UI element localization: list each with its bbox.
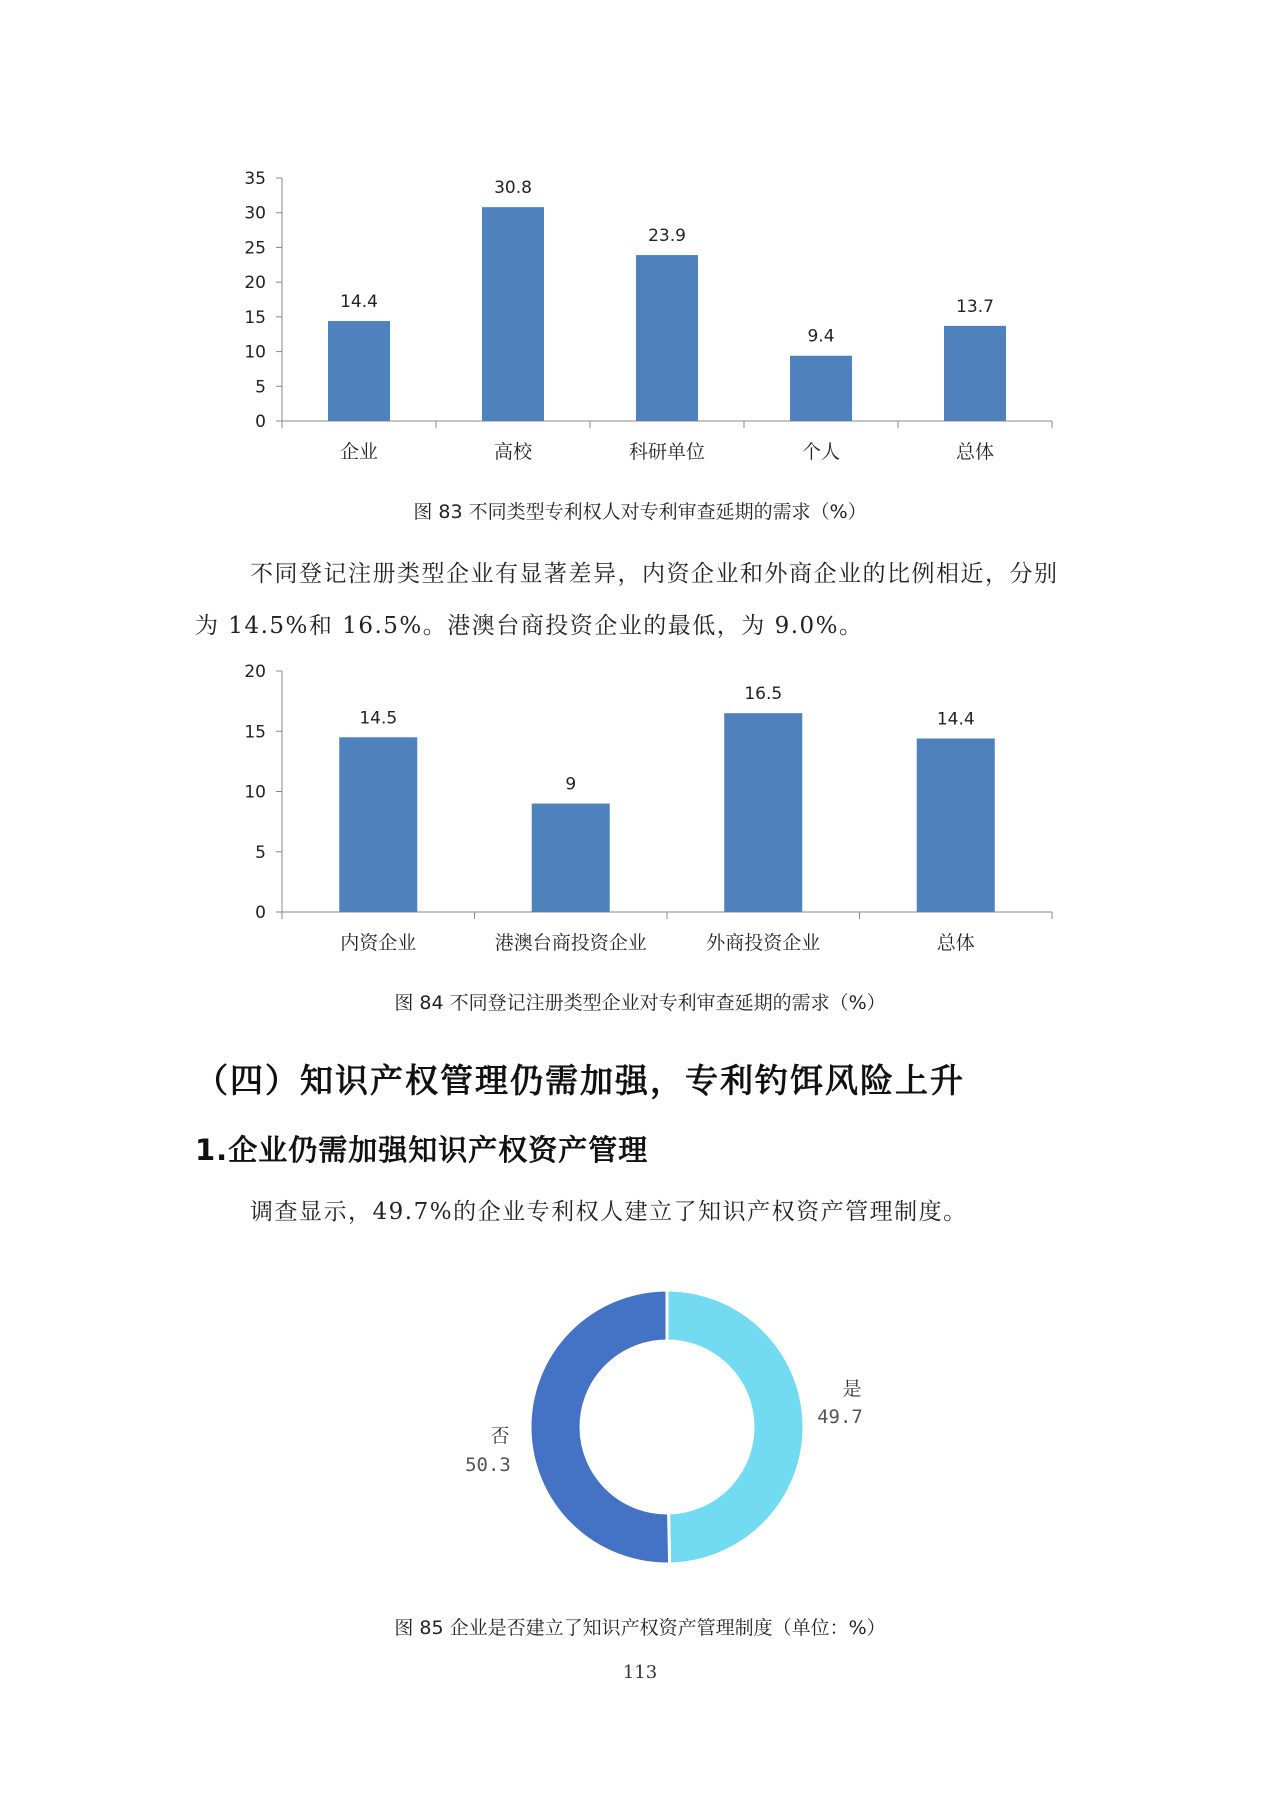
x-category-label: 企业 [339, 441, 379, 463]
bar-value-label: 9.4 [807, 326, 835, 347]
x-category-label: 个人 [801, 441, 841, 463]
bar-value-label: 14.5 [359, 708, 398, 729]
x-category-label: 外商投资企业 [706, 932, 821, 954]
slice-name-label: 是 [842, 1378, 862, 1400]
figure-84-caption: 图 84 不同登记注册类型企业对专利审查延期的需求（%） [394, 992, 886, 1014]
bar [724, 713, 802, 912]
figure-85-caption: 图 85 企业是否建立了知识产权资产管理制度（单位：%） [394, 1617, 886, 1639]
bar [790, 356, 852, 421]
chart-83 [0, 160, 1280, 480]
bar-value-label: 16.5 [744, 684, 783, 705]
bar-value-label: 14.4 [936, 709, 975, 730]
y-tick-label: 10 [244, 342, 266, 363]
y-tick-label: 0 [255, 903, 266, 923]
y-tick-label: 15 [244, 307, 266, 328]
y-tick-label: 20 [244, 662, 266, 682]
slice-value-label: 49.7 [817, 1406, 863, 1428]
chart-84 [0, 655, 1280, 965]
bar [944, 326, 1006, 421]
bar [339, 737, 417, 912]
figure-83-caption: 图 83 不同类型专利权人对专利审查延期的需求（%） [413, 501, 867, 523]
bar [917, 738, 995, 912]
y-tick-label: 20 [244, 273, 266, 294]
x-category-label: 港澳台商投资企业 [494, 932, 647, 954]
bar [328, 321, 390, 421]
bar-value-label: 30.8 [494, 178, 532, 199]
y-tick-label: 15 [244, 722, 266, 743]
slice-name-label: 否 [490, 1425, 510, 1447]
y-tick-label: 5 [255, 842, 266, 863]
bar-value-label: 9 [565, 774, 577, 795]
paragraph-line: 调查显示，49.7%的企业专利权人建立了知识产权资产管理制度。 [250, 1199, 968, 1225]
y-tick-label: 35 [244, 169, 266, 189]
section-heading: （四）知识产权管理仍需加强，专利钓饵风险上升 [195, 1061, 965, 1100]
y-tick-label: 30 [244, 203, 266, 224]
donut-slice [530, 1290, 670, 1564]
bar [636, 255, 698, 421]
x-category-label: 内资企业 [340, 932, 417, 954]
chart-85-donut [0, 1265, 1280, 1575]
bar-value-label: 23.9 [648, 226, 686, 247]
bar-value-label: 13.7 [956, 296, 994, 317]
bar [532, 804, 610, 912]
bar [482, 207, 544, 421]
page-number: 113 [622, 1662, 658, 1683]
bar-value-label: 14.4 [340, 292, 378, 313]
x-category-label: 总体 [955, 441, 995, 463]
subsection-heading: 1.企业仍需加强知识产权资产管理 [195, 1133, 649, 1167]
y-tick-label: 5 [255, 377, 266, 398]
x-category-label: 总体 [936, 932, 975, 954]
y-tick-label: 25 [244, 238, 266, 259]
donut-slice [667, 1290, 804, 1564]
y-tick-label: 10 [244, 782, 266, 803]
x-category-label: 科研单位 [628, 441, 706, 463]
y-tick-label: 0 [255, 412, 266, 432]
paragraph-line: 为 14.5%和 16.5%。港澳台商投资企业的最低，为 9.0%。 [195, 613, 864, 639]
x-category-label: 高校 [493, 441, 533, 463]
slice-value-label: 50.3 [465, 1454, 511, 1476]
paragraph-line: 不同登记注册类型企业有显著差异，内资企业和外商企业的比例相近，分别 [250, 561, 1059, 587]
